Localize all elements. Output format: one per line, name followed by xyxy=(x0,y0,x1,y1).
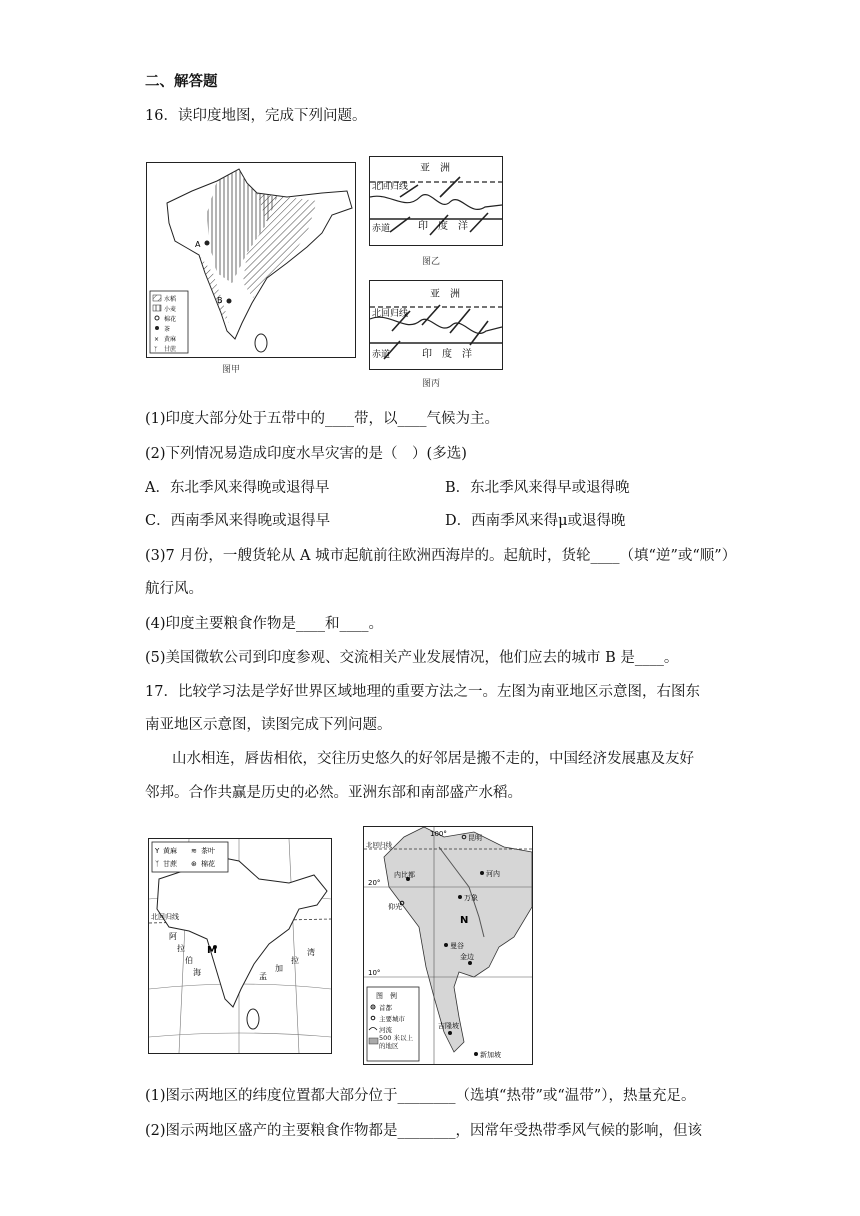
legend-cotton: 棉花 xyxy=(164,316,177,323)
svg-text:⊛: ⊛ xyxy=(191,860,197,868)
q16-option-a: A．东北季风来得晚或退得早 xyxy=(145,480,330,496)
legend-wheat: 小麦 xyxy=(164,306,177,313)
bing-ocean: 印 度 洋 xyxy=(422,349,472,360)
bay-char-3: 拉 xyxy=(291,956,299,965)
sea-char-2: 拉 xyxy=(177,944,185,953)
svg-text:×: × xyxy=(154,336,160,343)
city-vientiane: 万象 xyxy=(464,894,478,902)
bay-char-2: 加 xyxy=(275,964,283,973)
legend-title: 图 例 xyxy=(376,992,397,1000)
city-hanoi: 河内 xyxy=(486,870,500,878)
yi-equator: 赤道 xyxy=(372,224,391,234)
bay-char-4: 湾 xyxy=(307,948,315,957)
left-tropic: 北回归线 xyxy=(151,913,179,921)
legend-jute: 黄麻 xyxy=(164,336,177,343)
legend-highland: 500 米以上的地区 xyxy=(379,1034,413,1050)
q16-part2: (2)下列情况易造成印度水旱灾害的是（ ）(多选) xyxy=(145,446,467,462)
yi-asia: 亚 洲 xyxy=(420,163,450,174)
legend-cotton: 棉花 xyxy=(201,860,215,868)
bing-equator: 赤道 xyxy=(372,350,391,360)
city-kualalumpur: 吉隆坡 xyxy=(438,1022,459,1030)
bing-tropic: 北回归线 xyxy=(372,309,409,319)
city-a-label: A xyxy=(195,240,201,249)
legend-sugarcane: 甘蔗 xyxy=(163,860,177,868)
q17-part1: (1)图示两地区的纬度位置都大部分位于________（选填“热带”或“温带”），热量充足。 xyxy=(145,1088,696,1104)
q16-part4: (4)印度主要粮食作物是____和____。 xyxy=(145,616,384,632)
right-tropic: 北回归线 xyxy=(366,841,392,849)
q16-part5: (5)美国微软公司到印度参观、交流相关产业发展情况，他们应去的城市 B 是____。 xyxy=(145,650,679,666)
city-phnompenh: 金边 xyxy=(460,953,474,961)
q17-part2: (2)图示两地区盛产的主要粮食作物都是________，因常年受热带季风气候的影响，但该 xyxy=(145,1123,703,1139)
monsoon-map-yi xyxy=(369,156,503,246)
city-naypyidaw: 内比都 xyxy=(394,871,415,879)
q16-stem: 16．读印度地图，完成下列问题。 xyxy=(145,108,367,124)
city-b-label: B xyxy=(217,296,223,305)
sea-char-4: 海 xyxy=(193,968,201,977)
lat-10: 10° xyxy=(368,969,381,977)
lon-100: 100° xyxy=(430,830,447,838)
lat-20: 20° xyxy=(368,879,381,887)
city-kunming: 昆明 xyxy=(468,834,482,842)
yi-tropic: 北回归线 xyxy=(372,182,409,192)
q16-option-c: C．西南季风来得晚或退得早 xyxy=(145,513,331,529)
label-m: M xyxy=(207,945,217,956)
city-singapore: 新加坡 xyxy=(480,1051,501,1059)
bay-char-1: 孟 xyxy=(259,972,267,981)
monsoon-map-bing xyxy=(369,280,503,370)
legend-rice: 水稻 xyxy=(164,296,177,303)
south-asia-map xyxy=(148,838,332,1054)
q16-part3a: (3)7 月份，一艘货轮从 A 城市起航前往欧洲西海岸的。起航时，货轮____（填“逆”或“顺”） xyxy=(145,548,737,564)
city-bangkok: 曼谷 xyxy=(450,942,464,950)
q16-option-b: B．东北季风来得早或退得晚 xyxy=(445,480,630,496)
sea-char-1: 阿 xyxy=(169,932,177,941)
fig-bing-caption: 图丙 xyxy=(422,379,441,389)
q16-part1: (1)印度大部分处于五带中的____带，以____气候为主。 xyxy=(145,411,500,427)
city-yangon: 仰光 xyxy=(388,903,402,911)
q17-stem-a: 17．比较学习法是学好世界区域地理的重要方法之一。左图为南亚地区示意图，右图东 xyxy=(145,684,700,700)
svg-text:ᛉ: ᛉ xyxy=(154,346,158,353)
india-crop-map xyxy=(146,162,356,358)
legend-tea: 茶 xyxy=(164,326,171,333)
svg-text:ᛉ: ᛉ xyxy=(155,860,160,868)
yi-ocean: 印 度 洋 xyxy=(418,221,468,232)
fig-yi-caption: 图乙 xyxy=(422,257,441,267)
sea-char-3: 伯 xyxy=(185,956,193,965)
q17-quote-b: 邻邦。合作共赢是历史的必然。亚洲东部和南部盛产水稻。 xyxy=(145,785,522,801)
legend-sugarcane: 甘蔗 xyxy=(164,346,177,353)
bing-asia: 亚 洲 xyxy=(430,289,460,300)
legend-jute: 黄麻 xyxy=(163,847,177,855)
section-heading: 二、解答题 xyxy=(145,74,218,90)
legend-river: 河流 xyxy=(379,1026,392,1034)
fig-jia-caption: 图甲 xyxy=(222,365,241,375)
q16-option-d: D．西南季风来得μ或退得晚 xyxy=(445,513,626,529)
q16-part3b: 航行风。 xyxy=(145,581,203,597)
svg-text:Y: Y xyxy=(155,847,160,855)
legend-city: 主要城市 xyxy=(379,1015,405,1023)
q17-quote-a: 山水相连，唇齿相依，交往历史悠久的好邻居是搬不走的，中国经济发展惠及友好 xyxy=(172,751,694,767)
southeast-asia-map xyxy=(363,826,533,1065)
legend-tea: 茶叶 xyxy=(201,847,215,855)
label-n: N xyxy=(460,915,469,926)
legend-capital: 首都 xyxy=(379,1004,392,1012)
svg-text:≋: ≋ xyxy=(191,847,197,855)
q17-stem-b: 南亚地区示意图，读图完成下列问题。 xyxy=(145,717,392,733)
